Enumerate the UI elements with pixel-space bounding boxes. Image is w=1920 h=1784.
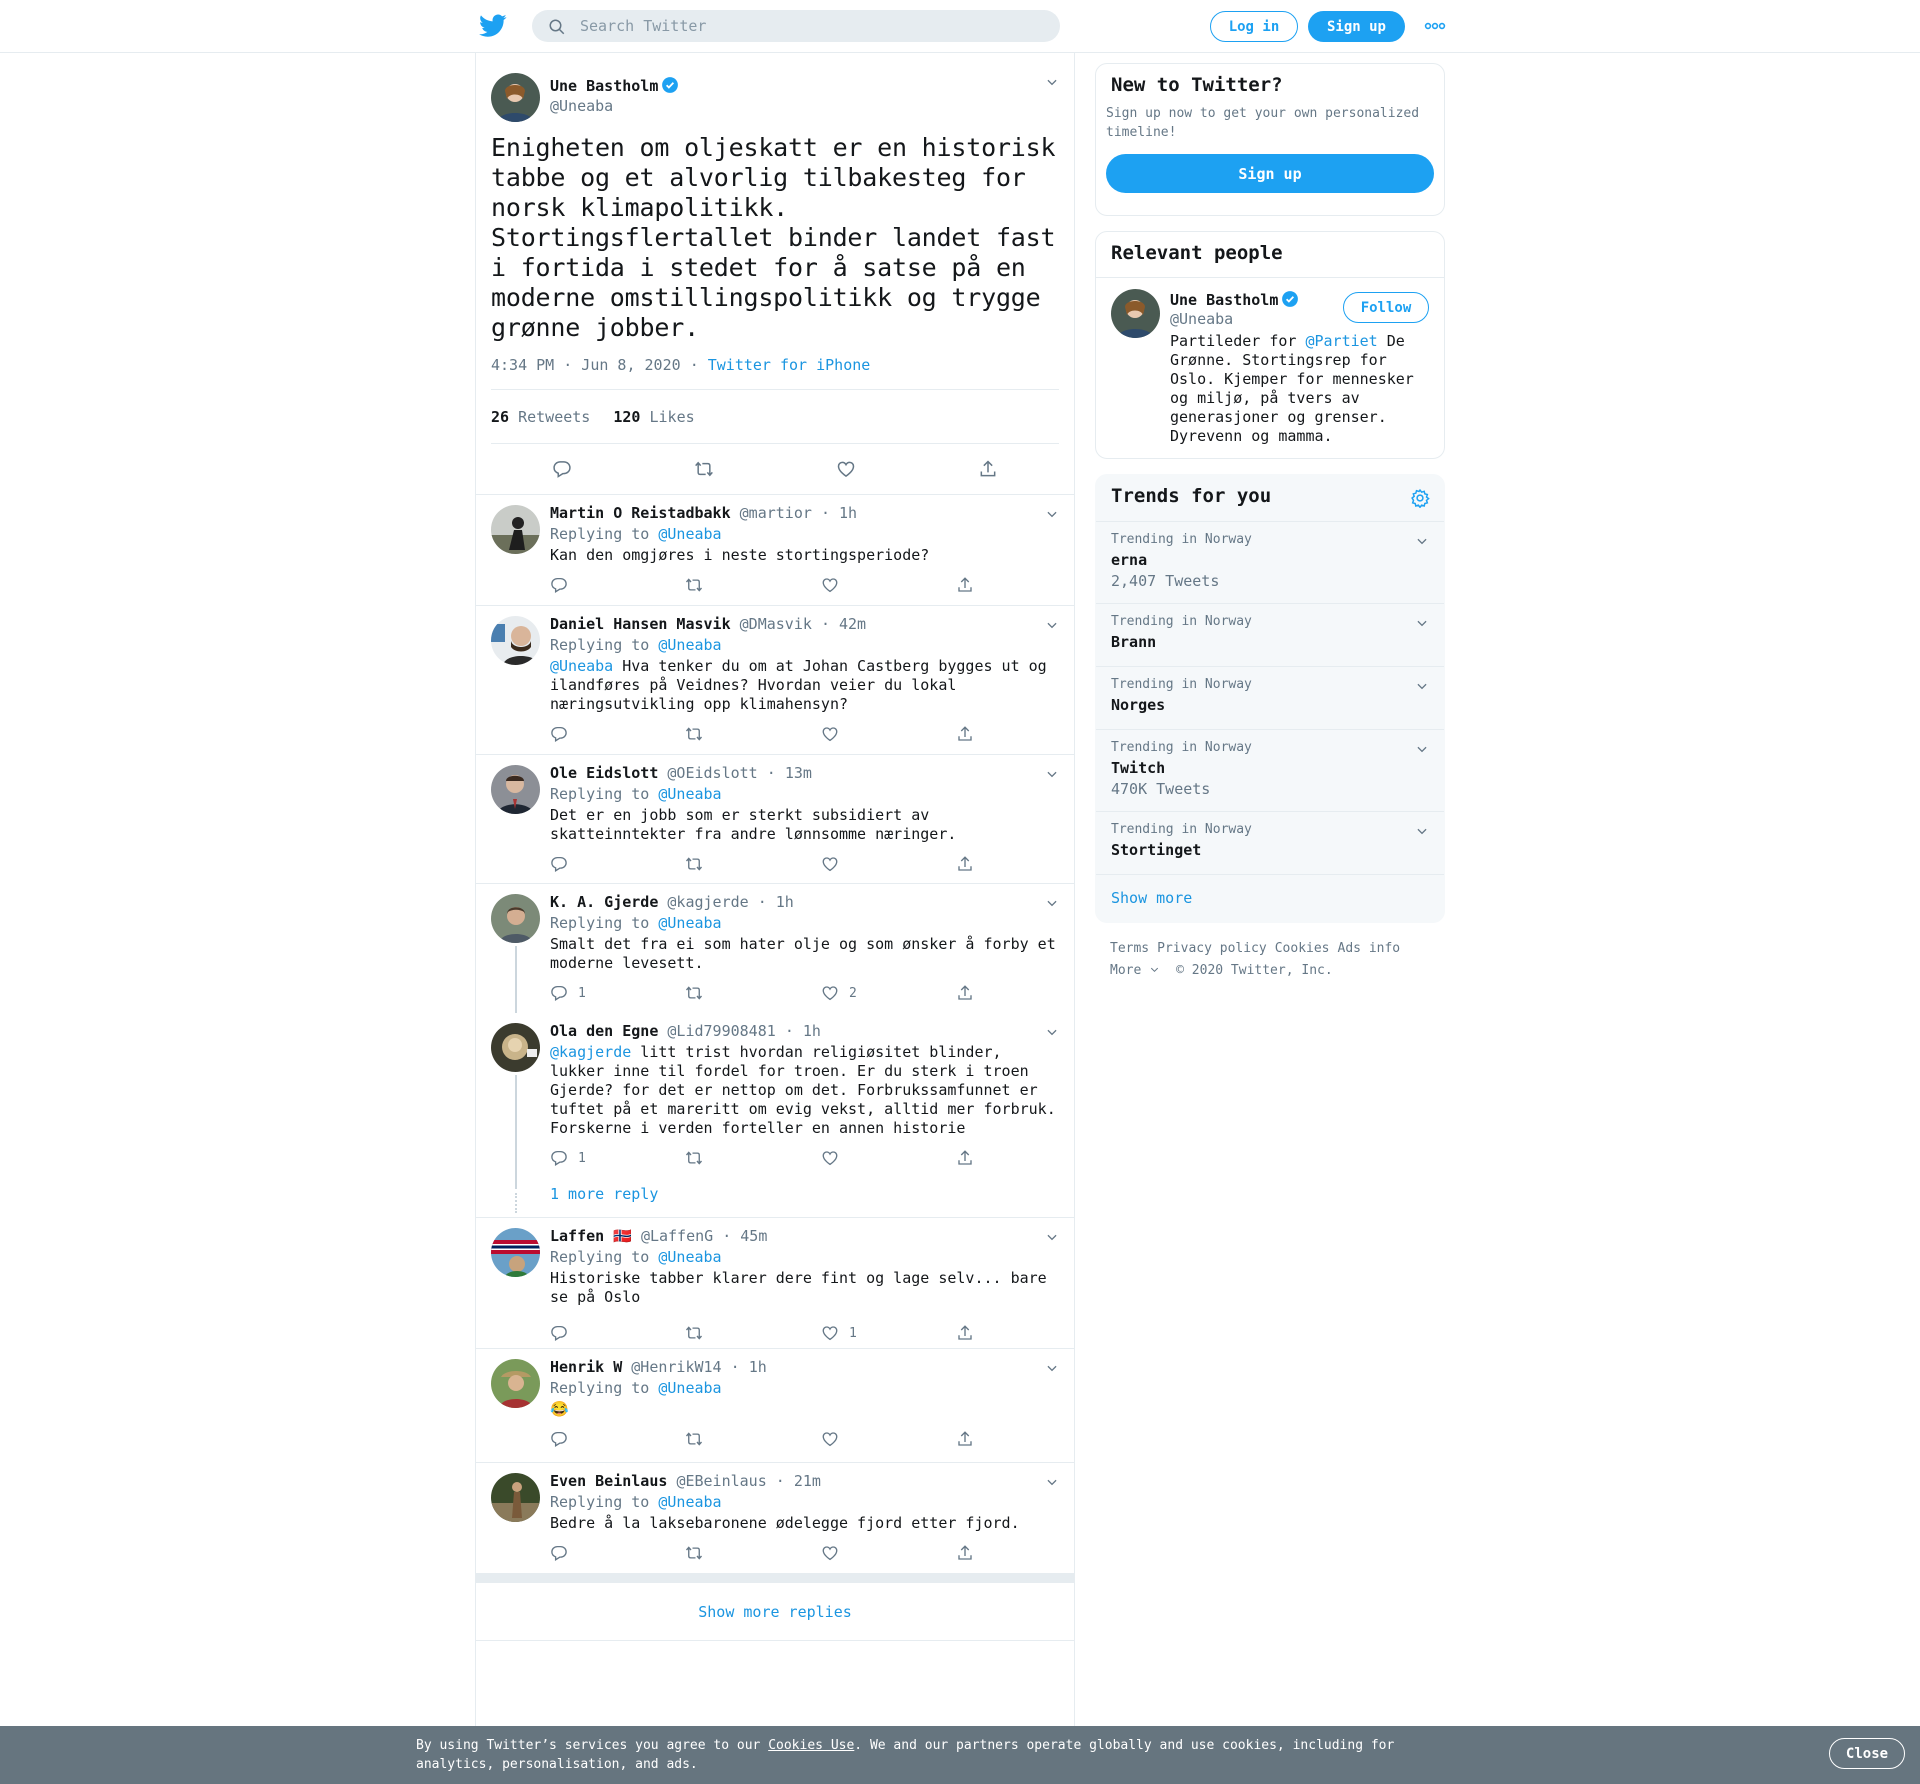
reply-author-name[interactable]: Daniel Hansen Masvik (550, 615, 731, 633)
meta-separator: · (820, 504, 830, 522)
reply-icon[interactable] (552, 459, 572, 479)
mention-link[interactable]: @Uneaba (658, 914, 722, 932)
cookie-text: By using Twitter’s services you agree to our Cookies Use. We and our partners operate globally and use cookies, including for analytics, personalisation, and ads. (416, 1738, 1395, 1772)
retweet-icon (685, 1324, 703, 1342)
mention-link[interactable]: @Uneaba (658, 1248, 722, 1266)
chevron-down-icon[interactable] (1045, 1361, 1059, 1375)
trend-item[interactable] (1096, 811, 1444, 874)
footer-link-cookies[interactable]: Cookies (1274, 941, 1330, 956)
follow-button[interactable]: Follow (1343, 292, 1429, 323)
author-handle[interactable]: @Uneaba (550, 97, 614, 115)
like-button[interactable] (821, 1430, 839, 1450)
chevron-down-icon[interactable] (1415, 742, 1429, 756)
meta-separator: · (757, 893, 767, 911)
author-name[interactable]: Une Bastholm (550, 76, 679, 95)
close-button[interactable]: Close (1829, 1738, 1905, 1769)
card-title: Trends for you (1096, 475, 1444, 521)
reply-author-name[interactable]: Martin O Reistadbakk (550, 504, 731, 522)
reply-icon (550, 576, 568, 594)
reply-actions (550, 1533, 1059, 1573)
mention-link[interactable]: @Uneaba (658, 636, 722, 654)
top-bar (0, 0, 1920, 53)
card-description: Sign up now to get your own personalized timeline! (1106, 106, 1420, 140)
chevron-down-icon (1149, 964, 1160, 975)
like-icon (821, 1149, 839, 1167)
reply-timestamp[interactable]: 1h (802, 1022, 821, 1040)
retweet-button[interactable] (685, 1324, 703, 1344)
card-title: Relevant people (1111, 242, 1283, 264)
mention-link[interactable]: @Uneaba (658, 525, 722, 543)
like-button[interactable] (821, 855, 839, 875)
meta-separator: · (722, 1227, 732, 1245)
trend-context: Trending in Norway (1111, 677, 1252, 692)
reply-count: 1 (578, 986, 586, 1001)
trend-count: 470K Tweets (1111, 780, 1211, 798)
share-button[interactable] (956, 576, 974, 596)
retweet-button[interactable] (685, 1149, 703, 1169)
retweet-icon (685, 984, 703, 1002)
verified-badge-icon (661, 76, 679, 94)
trend-item[interactable] (1096, 521, 1444, 603)
search-input[interactable] (580, 10, 1040, 42)
avatar[interactable] (491, 73, 540, 122)
share-icon (956, 576, 974, 594)
retweet-icon (685, 576, 703, 594)
reply-author-handle[interactable]: @OEidslott (667, 764, 758, 782)
like-button[interactable] (821, 1544, 839, 1564)
relevant-person[interactable] (1096, 277, 1444, 459)
avatar[interactable] (491, 1228, 540, 1277)
meta-separator: · (689, 356, 699, 374)
share-button[interactable] (956, 855, 974, 875)
mention-link[interactable]: @Partiet (1305, 332, 1378, 350)
like-count: 1 (849, 1326, 857, 1341)
reply-actions (550, 1419, 1059, 1459)
share-icon (956, 1544, 974, 1562)
chevron-down-icon[interactable] (1045, 507, 1059, 521)
reply-author-handle[interactable]: @EBeinlaus (676, 1472, 767, 1490)
reply-button[interactable] (550, 855, 568, 875)
like-icon (821, 1324, 839, 1342)
share-icon (956, 855, 974, 873)
avatar[interactable] (1111, 289, 1160, 338)
reply-actions (550, 844, 1059, 884)
login-button[interactable]: Log in (1210, 11, 1298, 42)
reply-text: @kagjerde litt trist hvordan religiøsitet blinder, lukker inne til fordel for troen. Er du sterk i troen Gjerde? for det er nettop om det. Forbrukssamfunnet er tuftet på et mareritt om evig vekst, alltid mer forbruk. Forskerne i verden forteller en annen historie (550, 1043, 1056, 1137)
reply-button[interactable] (550, 725, 568, 745)
share-icon (956, 1324, 974, 1342)
like-button[interactable] (821, 725, 839, 745)
verified-badge-icon (1281, 290, 1299, 308)
reply-icon (550, 1149, 568, 1167)
avatar[interactable] (491, 765, 540, 814)
reply-tweet[interactable] (476, 884, 1074, 1013)
reply-text: Bedre å la laksebaronene ødelegge fjord etter fjord. (550, 1514, 1020, 1532)
chevron-down-icon[interactable] (1415, 534, 1429, 548)
trend-count: 2,407 Tweets (1111, 572, 1220, 590)
thread-line (515, 946, 517, 1013)
trends-show-more-link[interactable]: Show more (1096, 874, 1444, 921)
reply-tweet[interactable] (476, 606, 1074, 755)
like-button[interactable] (821, 1149, 839, 1169)
replying-to: Replying to @Uneaba (550, 525, 722, 543)
reply-button[interactable] (550, 1544, 568, 1564)
trend-name: erna (1111, 551, 1148, 569)
main-tweet (476, 53, 1074, 495)
reply-author-name[interactable]: K. A. Gjerde (550, 893, 659, 911)
reply-timestamp[interactable]: 1h (748, 1358, 767, 1376)
trend-item[interactable] (1096, 729, 1444, 811)
retweet-button[interactable] (685, 1544, 703, 1564)
like-icon (821, 984, 839, 1002)
chevron-down-icon[interactable] (1045, 618, 1059, 632)
reply-timestamp[interactable]: 21m (793, 1472, 821, 1490)
reply-author-name[interactable]: Even Beinlaus (550, 1472, 668, 1490)
retweets-stat[interactable]: 26 Retweets (491, 408, 591, 426)
reply-actions (550, 1313, 1059, 1353)
share-icon (956, 984, 974, 1002)
main-column (475, 53, 1075, 1784)
reply-tweet[interactable] (476, 1463, 1074, 1573)
more-reply-link[interactable]: 1 more reply (550, 1185, 659, 1203)
show-more-replies-button[interactable]: Show more replies (476, 1583, 1074, 1641)
mention-link[interactable]: @kagjerde (550, 1043, 632, 1061)
reply-tweet[interactable] (476, 1013, 1074, 1218)
like-icon (821, 725, 839, 743)
reply-tweet[interactable] (476, 495, 1074, 606)
retweet-icon (685, 1544, 703, 1562)
reply-timestamp[interactable]: 45m (740, 1227, 768, 1245)
copyright: © 2020 Twitter, Inc. (1176, 963, 1333, 978)
share-button[interactable] (956, 1324, 974, 1344)
reply-author-name[interactable]: Henrik W (550, 1358, 623, 1376)
trend-context: Trending in Norway (1111, 532, 1252, 547)
reply-button[interactable] (550, 1430, 568, 1450)
reply-text: @Uneaba Hva tenker du om at Johan Castberg bygges ut og ilandføres på Veidnes? Hvordan veier du lokal næringsutvikling opp klimahensyn? (550, 657, 1047, 713)
mention-link[interactable]: @Uneaba (658, 1379, 722, 1397)
trend-name: Twitch (1111, 759, 1166, 777)
relevant-people-card (1095, 231, 1445, 459)
like-icon (821, 855, 839, 873)
trend-context: Trending in Norway (1111, 822, 1252, 837)
meta-separator: · (775, 1472, 785, 1490)
share-button[interactable] (956, 1149, 974, 1169)
share-icon (956, 1149, 974, 1167)
trend-context: Trending in Norway (1111, 614, 1252, 629)
chevron-down-icon[interactable] (1045, 1230, 1059, 1244)
footer-link-privacy[interactable]: Privacy policy (1157, 941, 1267, 956)
chevron-down-icon[interactable] (1415, 616, 1429, 630)
chevron-down-icon[interactable] (1415, 824, 1429, 838)
reply-text: Historiske tabber klarer dere fint og lage selv... bare se på Oslo (550, 1269, 1047, 1306)
reply-count: 1 (578, 1151, 586, 1166)
section-divider (476, 1573, 1074, 1583)
more-dots-icon[interactable] (1424, 18, 1446, 34)
thread-dots (515, 1193, 517, 1213)
trend-item[interactable] (1096, 666, 1444, 729)
reply-button[interactable] (550, 984, 586, 1004)
person-name[interactable]: Une Bastholm (1170, 290, 1299, 309)
retweet-button[interactable] (685, 984, 703, 1004)
replying-to: Replying to @Uneaba (550, 636, 722, 654)
search-icon (548, 18, 566, 36)
thread-line (515, 1075, 517, 1189)
reply-text: 😂 (550, 1400, 569, 1418)
chevron-down-icon[interactable] (1045, 896, 1059, 910)
trends-card (1095, 474, 1445, 923)
avatar[interactable] (491, 894, 540, 943)
retweet-button[interactable] (685, 855, 703, 875)
chevron-down-icon[interactable] (1045, 1025, 1059, 1039)
reply-author-handle[interactable]: @kagjerde (667, 893, 749, 911)
chevron-down-icon[interactable] (1415, 679, 1429, 693)
reply-author-handle[interactable]: @HenrikW14 (631, 1358, 722, 1376)
replying-to: Replying to @Uneaba (550, 914, 722, 932)
signup-button[interactable]: Sign up (1308, 11, 1405, 42)
retweet-icon (685, 855, 703, 873)
trend-name: Norges (1111, 696, 1166, 714)
avatar[interactable] (491, 1359, 540, 1408)
reply-button[interactable] (550, 1149, 586, 1169)
reply-author-handle[interactable]: @DMasvik (739, 615, 812, 633)
replying-to: Replying to @Uneaba (550, 785, 722, 803)
reply-author-handle[interactable]: @LaffenG (640, 1227, 714, 1245)
retweet-button[interactable] (685, 725, 703, 745)
share-button[interactable] (956, 1430, 974, 1450)
reply-button[interactable] (550, 576, 568, 596)
reply-text: Det er en jobb som er sterkt subsidiert av skatteinntekter fra andre lønnsomme næringer. (550, 806, 957, 843)
share-icon (956, 725, 974, 743)
share-icon (956, 1430, 974, 1448)
retweet-button[interactable] (685, 576, 703, 596)
like-button[interactable] (821, 576, 839, 596)
like-icon (821, 1430, 839, 1448)
avatar[interactable] (491, 1023, 540, 1072)
share-button[interactable] (956, 725, 974, 745)
reply-author-name[interactable]: Ola den Egne (550, 1022, 659, 1040)
footer-link-terms[interactable]: Terms (1110, 941, 1150, 956)
footer-links (1110, 938, 1440, 982)
tweet-timestamp[interactable]: 4:34 PM · Jun 8, 2020 (491, 356, 681, 374)
reply-button[interactable] (550, 1324, 568, 1344)
reply-timestamp[interactable]: 42m (839, 615, 867, 633)
reply-text: Kan den omgjøres i neste stortingsperiode? (550, 546, 930, 564)
meta-separator: · (730, 1358, 740, 1376)
footer-more-menu[interactable]: More (1110, 963, 1160, 978)
retweet-button[interactable] (685, 1430, 703, 1450)
new-to-twitter-card (1095, 63, 1445, 216)
replying-to: Replying to @Uneaba (550, 1493, 722, 1511)
replying-to: Replying to @Uneaba (550, 1379, 722, 1397)
person-handle[interactable]: @Uneaba (1170, 310, 1234, 328)
trend-context: Trending in Norway (1111, 740, 1252, 755)
mention-link[interactable]: @Uneaba (550, 657, 614, 675)
tweet-source[interactable]: Twitter for iPhone (707, 356, 871, 374)
chevron-down-icon[interactable] (1045, 1475, 1059, 1489)
reply-timestamp[interactable]: 13m (784, 764, 812, 782)
reply-tweet[interactable] (476, 755, 1074, 884)
meta-separator: · (820, 615, 830, 633)
cookies-use-link[interactable]: Cookies Use (768, 1738, 855, 1753)
signup-button[interactable]: Sign up (1106, 154, 1434, 193)
tweet-text: Enigheten om oljeskatt er en historisk tabbe og et alvorlig tilbakesteg for norsk klimapolitikk. Stortingsflertallet binder landet fast i fortida i stedet for å satse på en moderne omstillingspolitikk og trygge grønne jobber. (491, 133, 1056, 342)
footer-link-ads[interactable]: Ads info (1337, 941, 1401, 956)
trend-name: Stortinget (1111, 841, 1202, 859)
reply-icon (550, 725, 568, 743)
reply-actions (550, 714, 1059, 754)
reply-icon (550, 1544, 568, 1562)
meta-separator: · (784, 1022, 794, 1040)
trend-name: Brann (1111, 633, 1157, 651)
retweet-icon[interactable] (694, 459, 714, 479)
tweet-actions (491, 444, 1059, 494)
retweet-icon (685, 1149, 703, 1167)
like-count: 2 (849, 986, 857, 1001)
like-icon (821, 1544, 839, 1562)
tweet-stats (491, 390, 1059, 444)
reply-tweet[interactable] (476, 1218, 1074, 1349)
reply-tweet[interactable] (476, 1349, 1074, 1463)
replying-to: Replying to @Uneaba (550, 1248, 722, 1266)
reply-icon (550, 1430, 568, 1448)
card-title: New to Twitter? (1111, 74, 1283, 96)
reply-author-name[interactable]: Ole Eidslott (550, 764, 659, 782)
like-button[interactable] (821, 1324, 857, 1344)
chevron-down-icon[interactable] (1045, 75, 1059, 89)
mention-link[interactable]: @Uneaba (658, 1493, 722, 1511)
meta-separator: · (766, 764, 776, 782)
reply-actions (550, 565, 1059, 605)
avatar[interactable] (491, 616, 540, 665)
reply-actions (550, 1138, 1059, 1178)
reply-author-handle[interactable]: @martior (739, 504, 812, 522)
retweet-icon (685, 1430, 703, 1448)
mention-link[interactable]: @Uneaba (658, 785, 722, 803)
gear-icon[interactable] (1410, 488, 1430, 508)
reply-text: Smalt det fra ei som hater olje og som ønsker å forby et moderne levesett. (550, 935, 1056, 972)
cookie-consent-bar (0, 1726, 1920, 1784)
reply-author-handle[interactable]: @Lid79908481 (667, 1022, 776, 1040)
like-icon (821, 576, 839, 594)
search-box[interactable] (532, 10, 1060, 42)
reply-icon (550, 1324, 568, 1342)
chevron-down-icon[interactable] (1045, 767, 1059, 781)
reply-timestamp[interactable]: 1h (775, 893, 794, 911)
share-icon[interactable] (978, 459, 998, 479)
like-icon[interactable] (836, 459, 856, 479)
share-button[interactable] (956, 984, 974, 1004)
norway-flag-icon: 🇳🇴 (613, 1227, 632, 1245)
likes-stat[interactable]: 120 Likes (613, 408, 695, 426)
reply-timestamp[interactable]: 1h (839, 504, 858, 522)
reply-actions (550, 973, 1059, 1013)
tweet-meta (491, 356, 1059, 390)
trend-item[interactable] (1096, 603, 1444, 666)
share-button[interactable] (956, 1544, 974, 1564)
avatar[interactable] (491, 1473, 540, 1522)
reply-icon (550, 855, 568, 873)
reply-icon (550, 984, 568, 1002)
person-bio: Partileder for @Partiet De Grønne. Stortingsrep for Oslo. Kjemper for mennesker og miljø, på tvers av generasjoner og grenser. Dyrevenn og mamma. (1170, 332, 1414, 445)
avatar[interactable] (491, 505, 540, 554)
retweet-icon (685, 725, 703, 743)
twitter-bird-icon[interactable] (479, 14, 507, 38)
reply-author-name[interactable]: Laffen (550, 1227, 605, 1245)
like-button[interactable] (821, 984, 857, 1004)
